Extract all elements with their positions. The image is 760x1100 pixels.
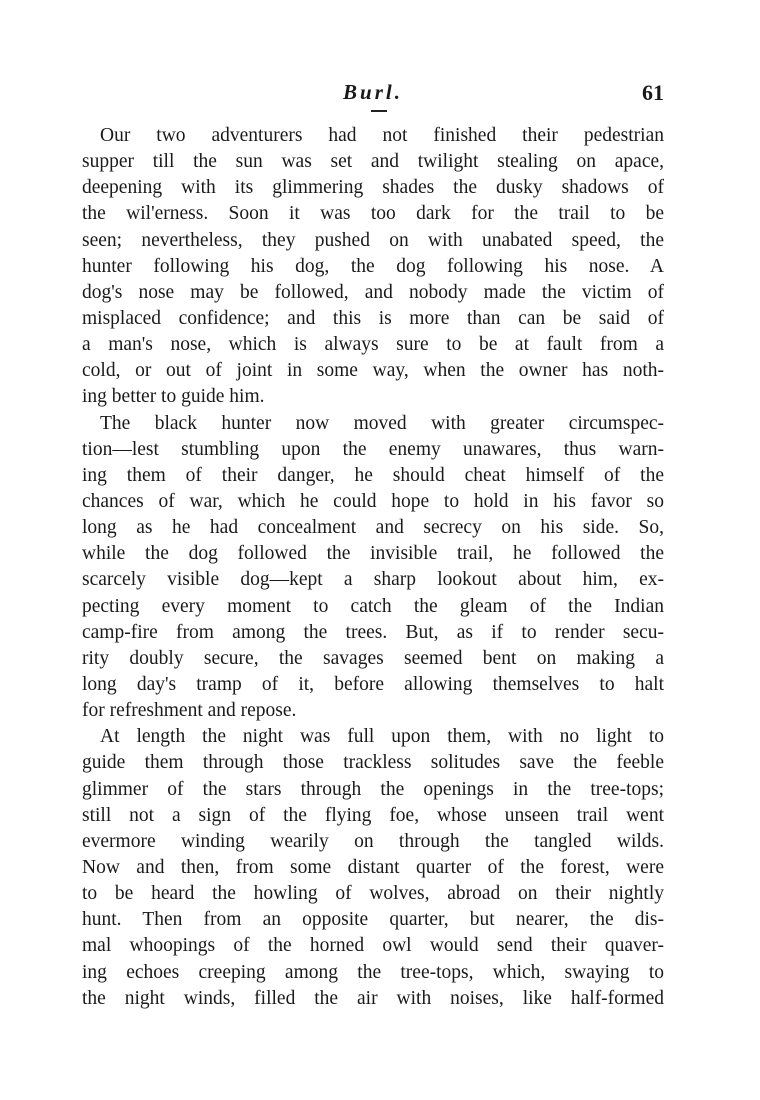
text-line: Now and then, from some distant quarter of the forest, were <box>82 856 664 878</box>
page-number: 61 <box>642 80 664 105</box>
text-line: seen; nevertheless, they pushed on with unabated speed, the <box>82 229 664 251</box>
text-line: ing them of their danger, he should cheat himself of the <box>82 464 664 486</box>
text-line: chances of war, which he could hope to hold in his favor so <box>82 490 664 512</box>
text-line: glimmer of the stars through the openings in the tree-tops; <box>82 778 664 800</box>
text-line: dog's nose may be followed, and nobody made the victim of <box>82 281 664 303</box>
text-line: long as he had concealment and secrecy on his side. So, <box>82 517 664 539</box>
text-line: evermore winding wearily on through the tangled wilds. <box>82 830 664 852</box>
text-line: the night winds, filled the air with noises, like half-formed <box>82 987 664 1009</box>
text-line: rity doubly secure, the savages seemed bent on making a <box>82 647 664 669</box>
text-line: hunt. Then from an opposite quarter, but nearer, the dis- <box>82 909 664 931</box>
text-line: tion—lest stumbling upon the enemy unawares, thus warn- <box>82 438 664 460</box>
text-line: to be heard the howling of wolves, abroad on their nightly <box>82 883 664 905</box>
text-line: Our two adventurers had not finished their pedestrian <box>100 125 664 146</box>
header-rule <box>371 110 387 112</box>
text-line: The black hunter now moved with greater circumspec- <box>100 412 664 434</box>
text-line: guide them through those trackless solitudes save the feeble <box>82 752 664 774</box>
text-line: ing echoes creeping among the tree-tops, which, swaying to <box>82 961 664 983</box>
text-line: supper till the sun was set and twilight stealing on apace, <box>82 151 664 173</box>
text-line: scarcely visible dog—kept a sharp lookout about him, ex- <box>82 569 664 591</box>
text-line: still not a sign of the flying foe, whose unseen trail went <box>82 804 664 826</box>
text-line: camp-fire from among the trees. But, as if to render secu- <box>82 621 664 643</box>
text-line: a man's nose, which is always sure to be at fault from a <box>82 334 664 356</box>
text-line: mal whoopings of the horned owl would send their quaver- <box>82 935 664 957</box>
text-line: cold, or out of joint in some way, when the owner has noth- <box>82 360 664 382</box>
body-text <box>82 123 664 1012</box>
text-line: long day's tramp of it, before allowing themselves to halt <box>82 673 664 695</box>
text-line: hunter following his dog, the dog following his nose. A <box>82 255 664 277</box>
text-line: At length the night was full upon them, with no light to <box>100 726 664 748</box>
text-line: while the dog followed the invisible trail, he followed the <box>82 543 664 565</box>
page-header <box>82 80 664 110</box>
running-title: Burl. <box>343 80 403 104</box>
text-line: misplaced confidence; and this is more than can be said of <box>82 307 664 329</box>
text-line: pecting every moment to catch the gleam of the Indian <box>82 595 664 617</box>
text-line: ing better to guide him. <box>82 386 265 408</box>
text-line: deepening with its glimmering shades the dusky shadows of <box>82 177 664 199</box>
text-line: the wil'erness. Soon it was too dark for the trail to be <box>82 203 664 225</box>
text-line: for refreshment and repose. <box>82 700 297 722</box>
